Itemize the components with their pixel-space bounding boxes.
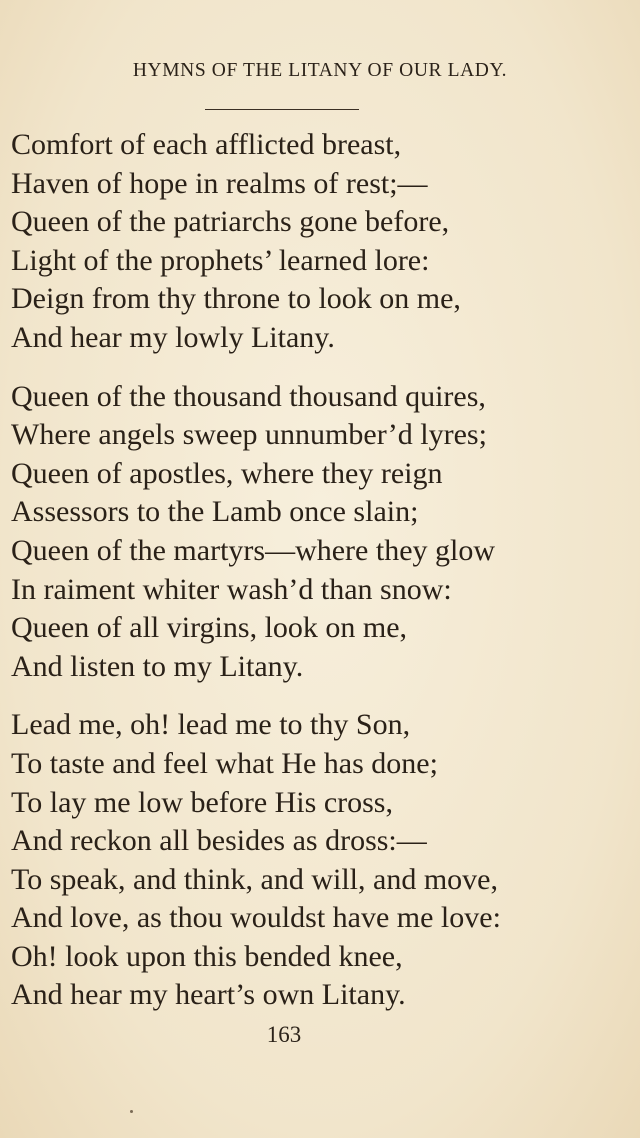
verse-line: And listen to my Litany. — [11, 649, 304, 683]
stanza-2 — [11, 378, 631, 687]
verse-line: Haven of hope in realms of rest;— — [11, 166, 428, 200]
verse-line: And hear my lowly Litany. — [11, 320, 335, 354]
poem-body — [11, 126, 631, 1015]
verse-line: Queen of the patriarchs gone before, — [11, 205, 450, 239]
verse-line: Assessors to the Lamb once slain; — [11, 495, 419, 529]
verse-line: Comfort of each afflicted breast, — [11, 128, 402, 161]
verse-line: Oh! look upon this bended knee, — [11, 939, 403, 973]
verse-line: Lead me, oh! lead me to thy Son, — [11, 708, 411, 742]
stanza-1 — [11, 126, 631, 358]
verse-line: Queen of all virgins, look on me, — [11, 611, 408, 645]
verse-line: Where angels sweep unnumber’d lyres; — [11, 418, 487, 452]
head-rule — [205, 109, 359, 110]
verse-line: And reckon all besides as dross:— — [11, 824, 427, 858]
paper-speck — [130, 1110, 133, 1113]
verse-line: Queen of the martyrs—where they glow — [11, 533, 496, 567]
verse-line: Queen of the thousand thousand quires, — [11, 379, 486, 413]
verse-line: And love, as thou wouldst have me love: — [11, 901, 501, 935]
verse-line: In raiment whiter wash’d than snow: — [11, 572, 452, 606]
running-head: HYMNS OF THE LITANY OF OUR LADY. — [132, 60, 508, 81]
verse-line: And hear my heart’s own Litany. — [11, 978, 406, 1012]
verse-line: Deign from thy throne to look on me, — [11, 282, 461, 316]
verse-line: Light of the prophets’ learned lore: — [11, 243, 430, 277]
page-number: 163 — [266, 1022, 302, 1047]
verse-line: To speak, and think, and will, and move, — [11, 862, 498, 896]
stanza-3 — [11, 706, 631, 1015]
verse-line: To taste and feel what He has done; — [11, 746, 438, 780]
verse-line: To lay me low before His cross, — [11, 785, 393, 819]
verse-line: Queen of apostles, where they reign — [11, 456, 443, 490]
